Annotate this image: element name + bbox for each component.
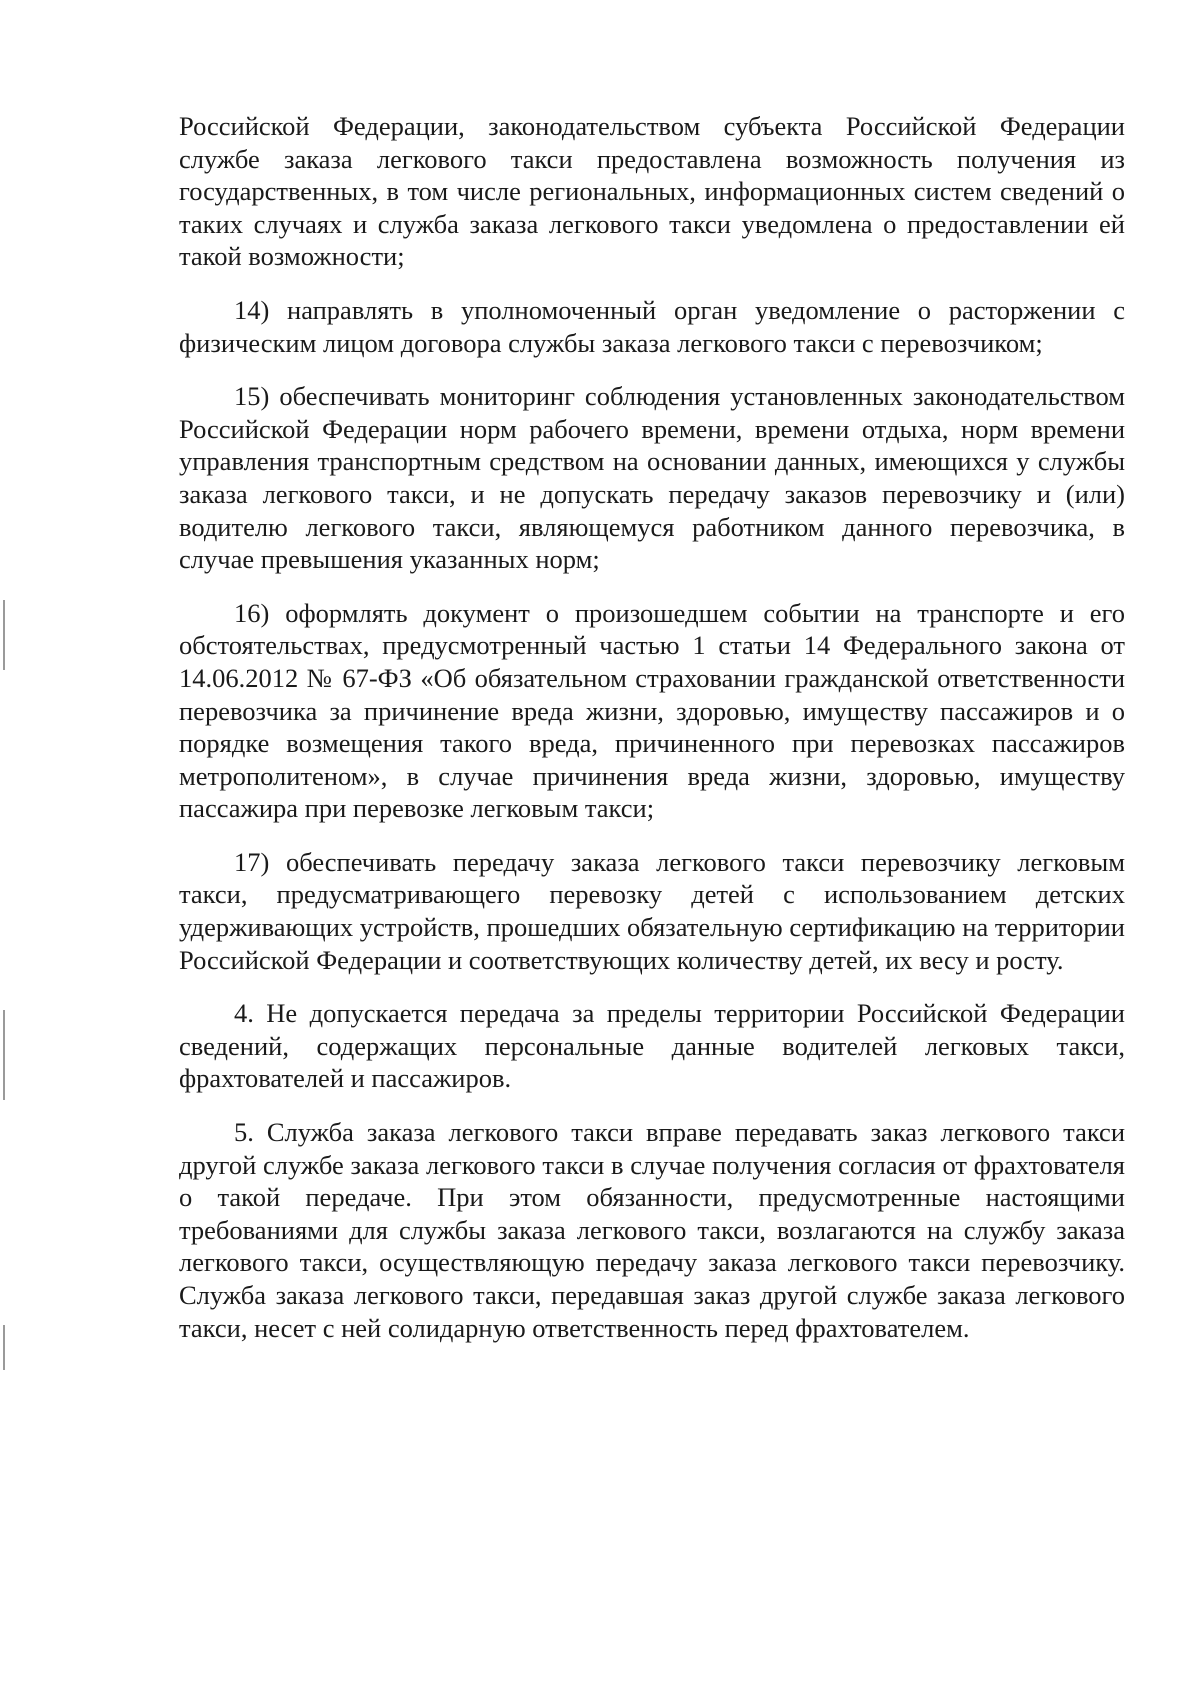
document-body (179, 110, 1125, 1365)
scan-edge-mark (3, 1325, 5, 1370)
paragraph-clause-4: 4. Не допускается передача за пределы территории Российской Федерации сведений, содержащих персональные данные водителей легковых такси, фрахтователей и пассажиров. (179, 998, 1125, 1094)
paragraph-item-17: 17) обеспечивать передачу заказа легкового такси перевозчику легковым такси, предусматривающего перевозку детей с использованием детских удерживающих устройств, прошедших обязательную сертификацию на территории Российской Федерации и соответствующих количеству детей, их весу и росту. (179, 846, 1125, 975)
scan-edge-mark (3, 600, 5, 670)
paragraph-item-16: 16) оформлять документ о произошедшем событии на транспорте и его обстоятельствах, предусмотренный частью 1 статьи 14 Федерального закона от 14.06.2012 № 67-ФЗ «Об обязательном страховании гражданской ответственности перевозчика за причинение вреда жизни, здоровью, имуществу пассажиров и о порядке возмещения такого вреда, причиненного при перевозках пассажиров метрополитеном», в случае причинения вреда жизни, здоровью, имуществу пассажира при перевозке легковым такси; (179, 597, 1125, 824)
scan-edge-mark (3, 1010, 5, 1100)
paragraph-item-15: 15) обеспечивать мониторинг соблюдения установленных законодательством Российской Федерации норм рабочего времени, времени отдыха, норм времени управления транспортным средством на основании данных, имеющихся у службы заказа легкового такси, и не допускать передачу заказов перевозчику и (или) водителю легкового такси, являющемуся работником данного перевозчика, в случае превышения указанных норм; (179, 381, 1125, 575)
paragraph-clause-5: 5. Служба заказа легкового такси вправе передавать заказ легкового такси другой службе заказа легкового такси в случае получения согласия от фрахтователя о такой передаче. При этом обязанности, предусмотренные настоящими требованиями для службы заказа легкового такси, возлагаются на службу заказа легкового такси, осуществляющую передачу заказа легкового такси перевозчику. Служба заказа легкового такси, передавшая заказ другой службе заказа легкового такси, несет с ней солидарную ответственность перед фрахтователем. (179, 1117, 1125, 1343)
paragraph-continuation: Российской Федерации, законодательством субъекта Российской Федерации службе заказа легкового такси предоставлена возможность получения из государственных, в том числе региональных, информационных систем сведений о таких случаях и служба заказа легкового такси уведомлена о предоставлении ей такой возможности; (179, 111, 1125, 272)
paragraph-item-14: 14) направлять в уполномоченный орган уведомление о расторжении с физическим лицом договора службы заказа легкового такси с перевозчиком; (179, 294, 1125, 358)
